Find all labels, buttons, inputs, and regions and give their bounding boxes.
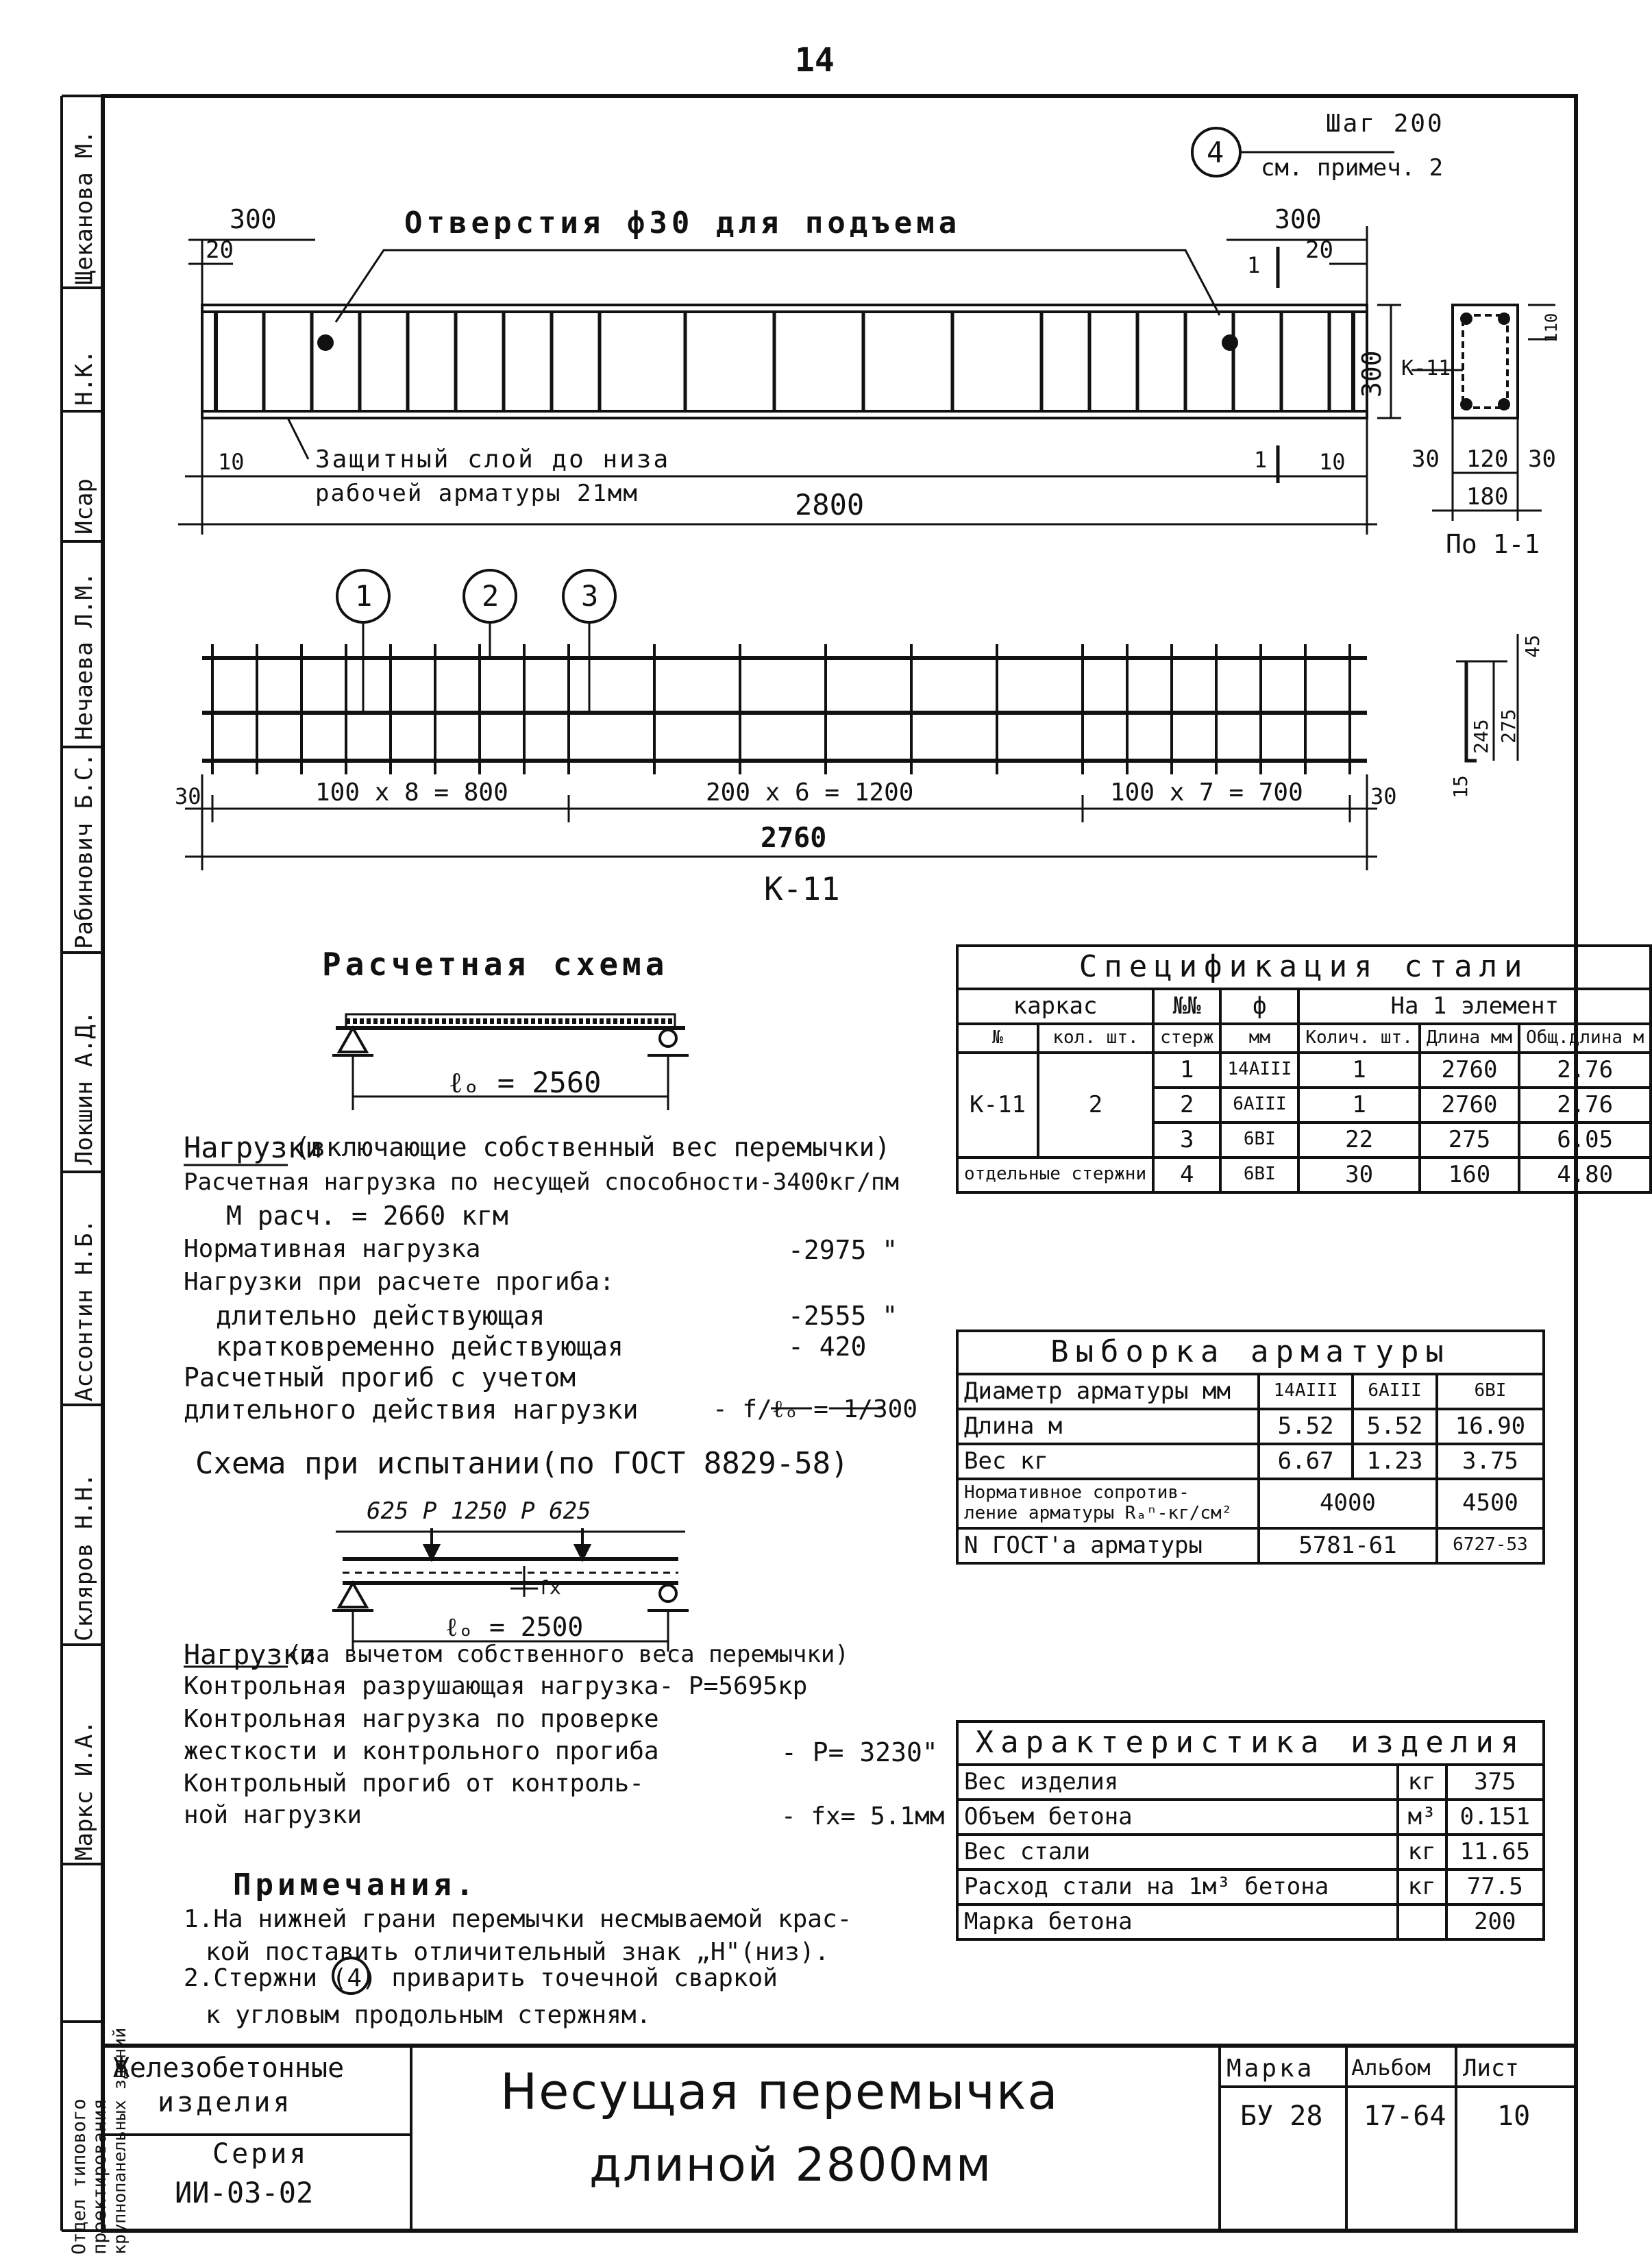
section-title: По 1-1 [1446,529,1540,559]
sidebar-name-0: Щеканова М. [71,130,98,284]
props-r2-value: 11.65 [1446,1835,1544,1870]
dim-300-left: 300 [230,204,277,234]
spec-r1-l: 2760 [1420,1088,1519,1123]
sidebar-name-5: Локшин А.Д. [71,1010,98,1165]
cage-span-2: 200 х 6 = 1200 [706,779,914,807]
dim-20-right: 20 [1305,236,1333,264]
sidebar-org-2: крупнопанельных зданий [110,2027,130,2255]
cage-dim-30-left: 30 [175,783,201,809]
stamp-album-label: Альбом [1351,2055,1431,2081]
rebar-norm-c: 4500 [1437,1479,1544,1528]
sidebar-name-2: Исар [71,478,98,535]
spec-r2-d: 6BI [1220,1123,1298,1157]
stamp-sheet: 10 [1497,2100,1531,2132]
rebar-r0-b: 6AIII [1353,1374,1437,1409]
props-r4-value: 200 [1446,1904,1544,1939]
rebar-r0-c: 6BI [1437,1374,1544,1409]
note-line-0: 1.На нижней грани перемычки несмываемой крас- [184,1905,852,1933]
stirrup-pitch: Шаг 200 [1326,110,1444,138]
sidebar-name-6: Ассонтин Н.Б. [71,1218,98,1401]
spec-r0-n: 1 [1153,1053,1220,1088]
calc-line-7: длительного действия нагрузки [184,1395,639,1425]
cage-dim-30-right: 30 [1370,783,1397,809]
detail-dim-275: 275 [1497,709,1520,744]
spec-h-bar: стерж [1153,1024,1220,1053]
spec-frame-name: К-11 [957,1053,1038,1157]
spec-h-qty: кол. шт. [1038,1024,1153,1053]
test-title: Схема при испытании(по ГОСТ 8829-58) [195,1446,849,1481]
props-r4-unit [1398,1904,1446,1939]
dim-10-left: 10 [218,449,245,475]
holes-label: Отверстия ф30 для подъема [404,206,961,241]
test-loads-title: Нагрузки [184,1639,316,1671]
spec-r1-d: 6AIII [1220,1088,1298,1123]
loads-title: Нагрузки [184,1131,323,1164]
props-title: Характеристика изделия [957,1721,1544,1765]
spec-h-dia: ф [1220,989,1298,1024]
sidebar-name-1: Н.К. [71,350,98,406]
notes-title: Примечания. [233,1867,478,1902]
stamp-title-2: длиной 2800мм [589,2138,993,2192]
stamp-album: 17-64 [1364,2100,1446,2132]
sidebar-org-1: проектирования [89,2098,110,2255]
spec-r0-d: 14AIII [1220,1053,1298,1088]
props-r2-label: Вес стали [957,1835,1398,1870]
spec-h-tot: Общ.длина м [1519,1024,1651,1053]
calc-line-2: Нормативная нагрузка [184,1235,481,1263]
section-mark-top: 1 [1247,252,1261,278]
spec-r0-l: 2760 [1420,1053,1519,1088]
spec-h-frame: каркас [957,989,1153,1024]
rebar-gost-label: N ГОСТ'а арматуры [957,1528,1259,1563]
calc-title: Расчетная схема [322,946,669,983]
rebar-norm-label: Нормативное сопротив- ление арматуры Rₐⁿ-кг/см² [957,1479,1259,1528]
loads-subtitle: (включающие собственный вес перемычки) [295,1132,891,1162]
section-dim-30b: 30 [1528,445,1556,473]
steel-spec-table [956,944,1652,1194]
calc-line-0: Расчетная нагрузка по несущей способности-3400кг/пм [184,1168,899,1196]
spec-r1-n: 2 [1153,1088,1220,1123]
note-line-1: кой поставить отличительный знак „Н"(низ). [206,1938,830,1966]
rebar-r2-label: Вес кг [957,1444,1259,1479]
rebar-r2-a: 6.67 [1259,1444,1353,1479]
cage-name: К-11 [764,870,840,907]
stamp-series-label: Серия [212,2138,309,2170]
test-dims: 625 P 1250 P 625 [367,1497,591,1525]
test-line-3: Контрольный прогиб от контроль- [184,1769,644,1798]
properties-table [956,1720,1545,1941]
cover-label-2: рабочей арматуры 21мм [315,480,639,507]
test-line-2: жесткости и контрольного прогиба [184,1737,659,1765]
rebar-r1-b: 5.52 [1353,1409,1437,1444]
calc-line-3: Нагрузки при расчете прогиба: [184,1268,615,1296]
sidebar-name-4: Рабинович Б.С. [71,752,98,949]
stamp-mark: БУ 28 [1240,2100,1323,2132]
props-r0-label: Вес изделия [957,1765,1398,1800]
spec-sep-d: 6BI [1220,1157,1298,1192]
test-line-0: Контрольная разрушающая нагрузка- Р=5695кр [184,1672,808,1700]
detail-dim-45: 45 [1521,635,1544,658]
test-line-2-value: - Р= 3230" [781,1737,938,1767]
rebar-r0-a: 14AIII [1259,1374,1353,1409]
calc-line-1: М расч. = 2660 кгм [226,1201,508,1231]
spec-r0-t: 2.76 [1519,1053,1651,1088]
spec-r2-n: 3 [1153,1123,1220,1157]
dim-10-right: 10 [1319,449,1346,475]
rebar-title: Выборка арматуры [957,1331,1544,1374]
test-line-4: ной нагрузки [184,1801,362,1829]
props-r0-unit: кг [1398,1765,1446,1800]
note-ref: см. примеч. 2 [1261,154,1444,182]
sidebar-name-8: Маркс И.А. [71,1720,98,1861]
calc-line-4-value: -2555 " [788,1301,898,1331]
stamp-category-1: Железобетонные [113,2052,345,2084]
test-loads-subtitle: (за вычетом собственного веса перемычки) [288,1641,849,1668]
sidebar-name-3: Нечаева Л.М. [71,572,98,740]
spec-h-len: Длина мм [1420,1024,1519,1053]
test-deflection-mark: fх [538,1576,561,1599]
spec-r2-l: 275 [1420,1123,1519,1157]
rebar-gost-c: 6727-53 [1437,1528,1544,1563]
rebar-r1-label: Длина м [957,1409,1259,1444]
cage-total: 2760 [761,822,827,854]
spec-title: Спецификация стали [957,946,1651,989]
dim-20-left: 20 [206,236,234,264]
props-r0-value: 375 [1446,1765,1544,1800]
calc-line-4: длительно действующая [216,1301,545,1331]
props-r2-unit: кг [1398,1835,1446,1870]
spec-r1-t: 2.76 [1519,1088,1651,1123]
sidebar-name-7: Скляров Н.Н. [71,1473,98,1641]
beam-length-dim: 2800 [795,488,865,522]
spec-r2-c: 22 [1298,1123,1420,1157]
section-dim-120: 120 [1466,445,1509,473]
section-mark-bottom: 1 [1254,447,1268,473]
spec-sep-n: 4 [1153,1157,1220,1192]
props-r3-value: 77.5 [1446,1870,1544,1904]
stamp-sheet-label: Лист [1463,2055,1519,2082]
spec-sep-c: 30 [1298,1157,1420,1192]
rebar-r1-a: 5.52 [1259,1409,1353,1444]
props-r3-unit: кг [1398,1870,1446,1904]
section-dim-180: 180 [1466,483,1509,511]
spec-h-cnt: Колич. шт. [1298,1024,1420,1053]
dim-300-right: 300 [1274,204,1322,234]
rebar-table [956,1329,1545,1565]
section-dim-110: 110 [1542,313,1561,343]
callout-4: 4 [1207,136,1224,169]
spec-r0-c: 1 [1298,1053,1420,1088]
cage-callout-3: 3 [581,579,599,613]
stamp-mark-label: Марка [1226,2055,1315,2083]
detail-dim-245: 245 [1470,719,1492,754]
props-r4-label: Марка бетона [957,1904,1398,1939]
props-r3-label: Расход стали на 1м³ бетона [957,1870,1398,1904]
sidebar-org-0: Отдел типового [69,2098,90,2255]
test-span: ℓₒ = 2500 [445,1612,584,1642]
cage-span-3: 100 х 7 = 700 [1110,779,1303,807]
calc-line-6: Расчетный прогиб с учетом [184,1362,576,1393]
rebar-norm-ab: 4000 [1259,1479,1437,1528]
stamp-category-2: изделия [158,2087,293,2118]
spec-h-mm: мм [1220,1024,1298,1053]
stamp-series: ИИ-03-02 [175,2176,314,2209]
rebar-r0-label: Диаметр арматуры мм [957,1374,1259,1409]
spec-sep-l: 160 [1420,1157,1519,1192]
cage-callout-1: 1 [355,579,373,613]
note-line-3: к угловым продольным стержням. [206,2001,652,2029]
rebar-gost-ab: 5781-61 [1259,1528,1437,1563]
spec-h-n: № [957,1024,1038,1053]
rebar-r2-b: 1.23 [1353,1444,1437,1479]
rebar-r2-c: 3.75 [1437,1444,1544,1479]
stamp-title-1: Несущая перемычка [500,2063,1059,2120]
spec-r1-c: 1 [1298,1088,1420,1123]
calc-line-5: кратковременно действующая [216,1332,624,1362]
page-number: 14 [795,41,835,79]
props-r1-value: 0.151 [1446,1800,1544,1835]
calc-span: ℓₒ = 2560 [449,1066,602,1099]
spec-sep-t: 4.80 [1519,1157,1651,1192]
rebar-r1-c: 16.90 [1437,1409,1544,1444]
props-r1-unit: м³ [1398,1800,1446,1835]
spec-h-per: На 1 элемент [1298,989,1651,1024]
calc-line-5-value: - 420 [788,1332,867,1362]
cage-span-1: 100 х 8 = 800 [315,779,508,807]
spec-h-nn: №№ [1153,989,1220,1024]
spec-sep-label: отдельные стержни [957,1157,1153,1192]
note-line-2: 2.Стержни (4) приварить точечной сваркой [184,1964,778,1992]
spec-r2-t: 6.05 [1519,1123,1651,1157]
cover-label-1: Защитный слой до низа [315,445,671,474]
spec-frame-qty: 2 [1038,1053,1153,1157]
test-line-1: Контрольная нагрузка по проверке [184,1705,659,1733]
detail-dim-15: 15 [1449,775,1472,798]
calc-line-2-value: -2975 " [788,1235,898,1265]
test-line-4-value: - fх= 5.1мм [781,1802,945,1830]
beam-height-dim: 300 [1357,350,1387,397]
props-r1-label: Объем бетона [957,1800,1398,1835]
section-dim-30a: 30 [1411,445,1440,473]
section-frame-mark: К-11 [1401,356,1451,380]
cage-callout-2: 2 [482,579,500,613]
calc-line-7-value: - f/ℓₒ = 1/300 [713,1395,918,1423]
